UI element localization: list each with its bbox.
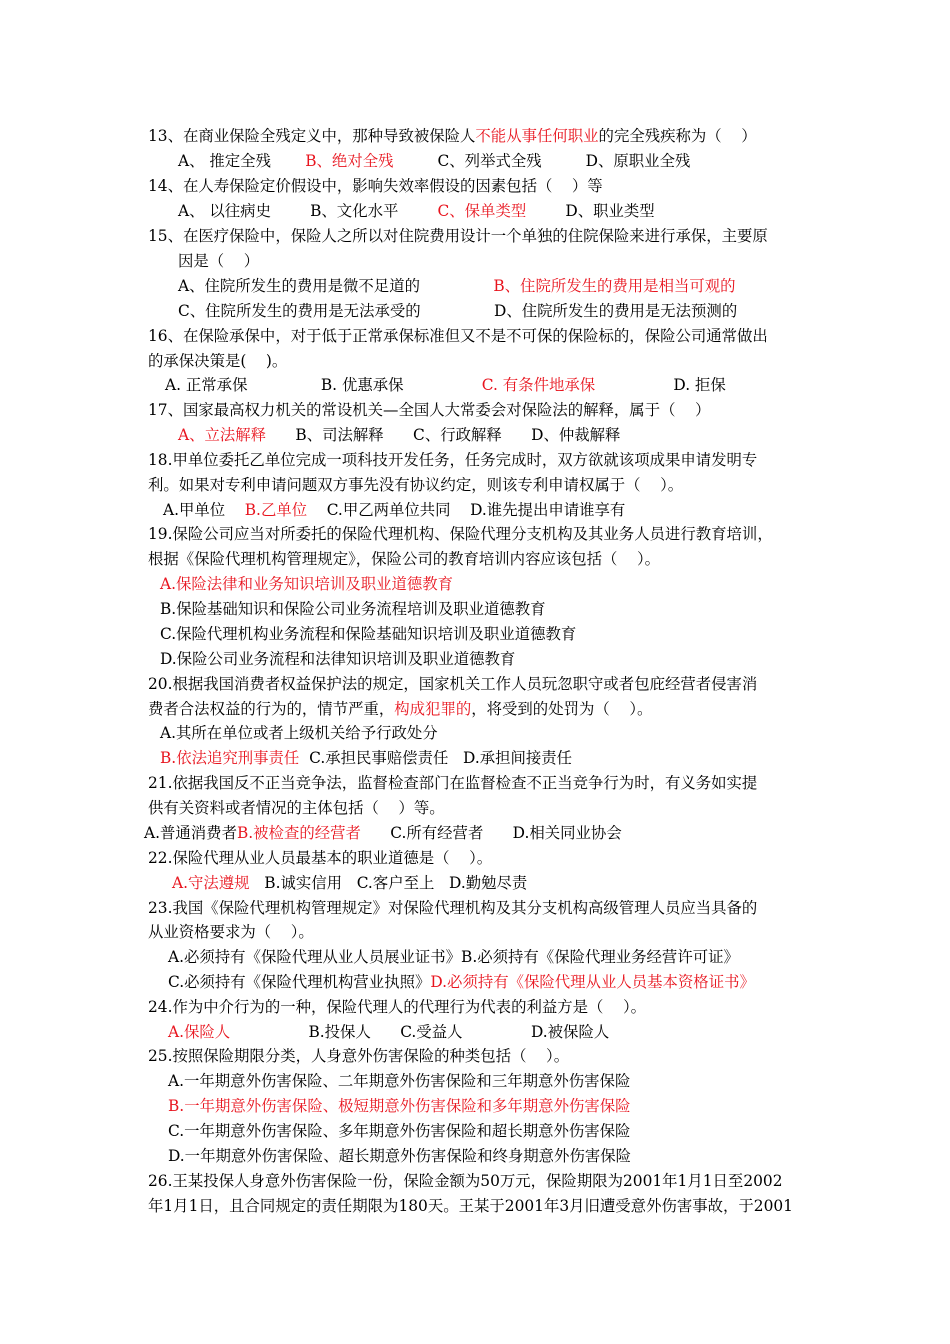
question-text: A.其所在单位或者上级机关给予行政处分 <box>160 724 438 742</box>
question-text: C.一年期意外伤害保险、多年期意外伤害保险和超长期意外伤害保险 <box>168 1122 631 1140</box>
question-20-line-2 <box>148 698 652 720</box>
answer-highlight: C、保单类型 <box>437 202 527 220</box>
answer-highlight: C. 有条件地承保 <box>481 376 596 394</box>
question-text: 24.作为中介行为的一种，保险代理人的代理行为代表的利益方是（ ）。 <box>148 998 647 1016</box>
question-13-line-1 <box>148 125 757 147</box>
question-text: 的完全残疾称为（ ） <box>598 127 757 145</box>
question-text: 22.保险代理从业人员最基本的职业道德是（ ）。 <box>148 849 493 867</box>
question-14-line-1 <box>148 175 603 197</box>
question-text: C、列举式全残 D、原职业全残 <box>393 152 691 170</box>
question-text: 23.我国《保险代理机构管理规定》对保险代理机构及其分支机构高级管理人员应当具备的 <box>148 899 758 917</box>
question-text: A.必须持有《保险代理从业人员展业证书》B.必须持有《保险代理业务经营许可证》 <box>168 948 739 966</box>
question-25-line-2 <box>168 1070 630 1092</box>
question-text: D.一年期意外伤害保险、超长期意外伤害保险和终身期意外伤害保险 <box>168 1147 632 1165</box>
question-text: 从业资格要求为（ ）。 <box>148 923 314 941</box>
question-text: 17、国家最高权力机关的常设机关—全国人大常委会对保险法的解释，属于（ ） <box>148 401 711 419</box>
question-16-line-1 <box>148 325 768 347</box>
answer-highlight: 不能从事任何职业 <box>475 127 599 145</box>
question-text: 利。如果对专利申请问题双方事先没有协议约定，则该专利申请权属于（ ）。 <box>148 476 684 494</box>
question-text: D、职业类型 <box>526 202 655 220</box>
answer-highlight: B.乙单位 <box>244 501 308 519</box>
question-text: B、司法解释 C、行政解释 D、仲裁解释 <box>266 426 621 444</box>
question-26-line-1 <box>148 1170 782 1192</box>
question-14-line-2 <box>178 200 655 222</box>
question-text: 16、在保险承保中，对于低于正常承保标准但又不是不可保的保险标的，保险公司通常做出 <box>148 327 768 345</box>
question-18-line-3 <box>163 499 625 521</box>
question-22-line-1 <box>148 847 492 869</box>
question-text: 25.按照保险期限分类，人身意外伤害保险的种类包括（ ）。 <box>148 1047 570 1065</box>
question-19-line-6 <box>160 648 515 670</box>
question-15-line-4 <box>178 300 737 322</box>
answer-highlight: A、立法解释 <box>178 426 267 444</box>
question-13-line-2 <box>178 150 690 172</box>
question-text: 20.根据我国消费者权益保护法的规定，国家机关工作人员玩忽职守或者包庇经营者侵害消 <box>148 675 758 693</box>
question-text: 供有关资料或者情况的主体包括（ ）等。 <box>148 799 445 817</box>
question-text: 19.保险公司应当对所委托的保险代理机构、保险代理分支机构及其业务人员进行教育培训， <box>148 525 773 543</box>
question-19-line-3 <box>160 573 453 595</box>
answer-highlight: 构成犯罪的 <box>394 700 472 718</box>
question-text: 15、在医疗保险中，保险人之所以对住院费用设计一个单独的住院保险来进行承保，主要原 <box>148 227 768 245</box>
question-22-line-2 <box>172 872 527 894</box>
question-text: C.所有经营者 D.相关同业协会 <box>360 824 622 842</box>
question-text: C、住院所发生的费用是无法承受的 D、住院所发生的费用是无法预测的 <box>178 302 738 320</box>
question-19-line-5 <box>160 623 576 645</box>
question-16-line-3 <box>165 374 726 396</box>
answer-highlight: B.一年期意外伤害保险、极短期意外伤害保险和多年期意外伤害保险 <box>168 1097 631 1115</box>
question-text: 因是（ ） <box>178 252 260 270</box>
question-text: D.保险公司业务流程和法律知识培训及职业道德教育 <box>160 650 516 668</box>
question-text: A. 正常承保 B. 优惠承保 <box>165 376 482 394</box>
question-text: ，将受到的处罚为（ ）。 <box>471 700 653 718</box>
question-text: 13、在商业保险全残定义中，那种导致被保险人 <box>148 127 476 145</box>
question-text: C.必须持有《保险代理机构营业执照》 <box>168 973 431 991</box>
question-text: A.甲单位 <box>163 501 245 519</box>
question-20-line-4 <box>160 747 572 769</box>
question-23-line-3 <box>168 946 739 968</box>
question-text: 费者合法权益的行为的，情节严重， <box>148 700 395 718</box>
question-text: A.普通消费者 <box>144 824 237 842</box>
question-23-line-2 <box>148 921 314 943</box>
question-15-line-1 <box>148 225 768 247</box>
question-text: A.一年期意外伤害保险、二年期意外伤害保险和三年期意外伤害保险 <box>168 1072 631 1090</box>
question-20-line-1 <box>148 673 757 695</box>
answer-highlight: A.保险法律和业务知识培训及职业道德教育 <box>160 575 454 593</box>
question-18-line-2 <box>148 474 683 496</box>
question-19-line-4 <box>160 598 546 620</box>
question-24-line-2 <box>168 1021 609 1043</box>
question-text: A、 推定全残 <box>178 152 306 170</box>
question-text: C.承担民事赔偿责任 D.承担间接责任 <box>299 749 573 767</box>
question-23-line-4 <box>168 971 755 993</box>
answer-highlight: A.守法遵规 <box>172 874 250 892</box>
question-text: B.保险基础知识和保险公司业务流程培训及职业道德教育 <box>160 600 546 618</box>
question-23-line-1 <box>148 897 757 919</box>
question-text: B.诚实信用 C.客户至上 D.勤勉尽责 <box>249 874 528 892</box>
answer-highlight: D.必须持有《保险代理从业人员基本资格证书》 <box>430 973 755 991</box>
question-15-line-3 <box>178 275 736 297</box>
question-text: 14、在人寿保险定价假设中，影响失效率假设的因素包括（ ）等 <box>148 177 603 195</box>
question-21-line-1 <box>148 772 757 794</box>
question-26-line-2 <box>148 1195 793 1217</box>
question-text: A、 以往病史 B、文化水平 <box>178 202 438 220</box>
question-19-line-2 <box>148 548 660 570</box>
answer-highlight: B.依法追究刑事责任 <box>160 749 300 767</box>
question-15-line-2 <box>178 250 259 272</box>
answer-highlight: A.保险人 <box>168 1023 231 1041</box>
question-18-line-1 <box>148 449 757 471</box>
answer-highlight: B、住院所发生的费用是相当可观的 <box>493 277 736 295</box>
question-25-line-3 <box>168 1095 631 1117</box>
question-text: 26.王某投保人身意外伤害保险一份，保险金额为50万元，保险期限为2001年1月1日至2002 <box>148 1172 783 1190</box>
question-25-line-4 <box>168 1120 630 1142</box>
question-text: 18.甲单位委托乙单位完成一项科技开发任务，任务完成时，双方欲就该项成果申请发明专 <box>148 451 758 469</box>
question-20-line-3 <box>160 722 438 744</box>
question-19-line-1 <box>148 523 773 545</box>
question-25-line-1 <box>148 1045 569 1067</box>
question-16-line-2 <box>148 350 287 372</box>
question-text: 21.依据我国反不正当竞争法，监督检查部门在监督检查不正当竞争行为时，有义务如实提 <box>148 774 758 792</box>
question-21-line-3 <box>144 822 622 844</box>
question-17-line-1 <box>148 399 710 421</box>
question-21-line-2 <box>148 797 445 819</box>
question-text: C.甲乙两单位共同 D.谁先提出申请谁享有 <box>307 501 626 519</box>
question-text: 年1月1日，且合同规定的责任期限为180天。王某于2001年3月旧遭受意外伤害事故，于2001 <box>148 1197 793 1215</box>
question-17-line-2 <box>178 424 620 446</box>
question-text: D. 拒保 <box>595 376 726 394</box>
question-text: A、住院所发生的费用是微不足道的 <box>178 277 494 295</box>
question-text: 根据《保险代理机构管理规定》，保险公司的教育培训内容应该包括（ ）。 <box>148 550 661 568</box>
question-text: B.投保人 C.受益人 D.被保险人 <box>230 1023 610 1041</box>
question-text: 的承保决策是( )。 <box>148 352 288 370</box>
question-text: C.保险代理机构业务流程和保险基础知识培训及职业道德教育 <box>160 625 577 643</box>
question-24-line-1 <box>148 996 646 1018</box>
answer-highlight: B.被检查的经营者 <box>236 824 361 842</box>
question-25-line-5 <box>168 1145 631 1167</box>
answer-highlight: B、绝对全残 <box>305 152 394 170</box>
